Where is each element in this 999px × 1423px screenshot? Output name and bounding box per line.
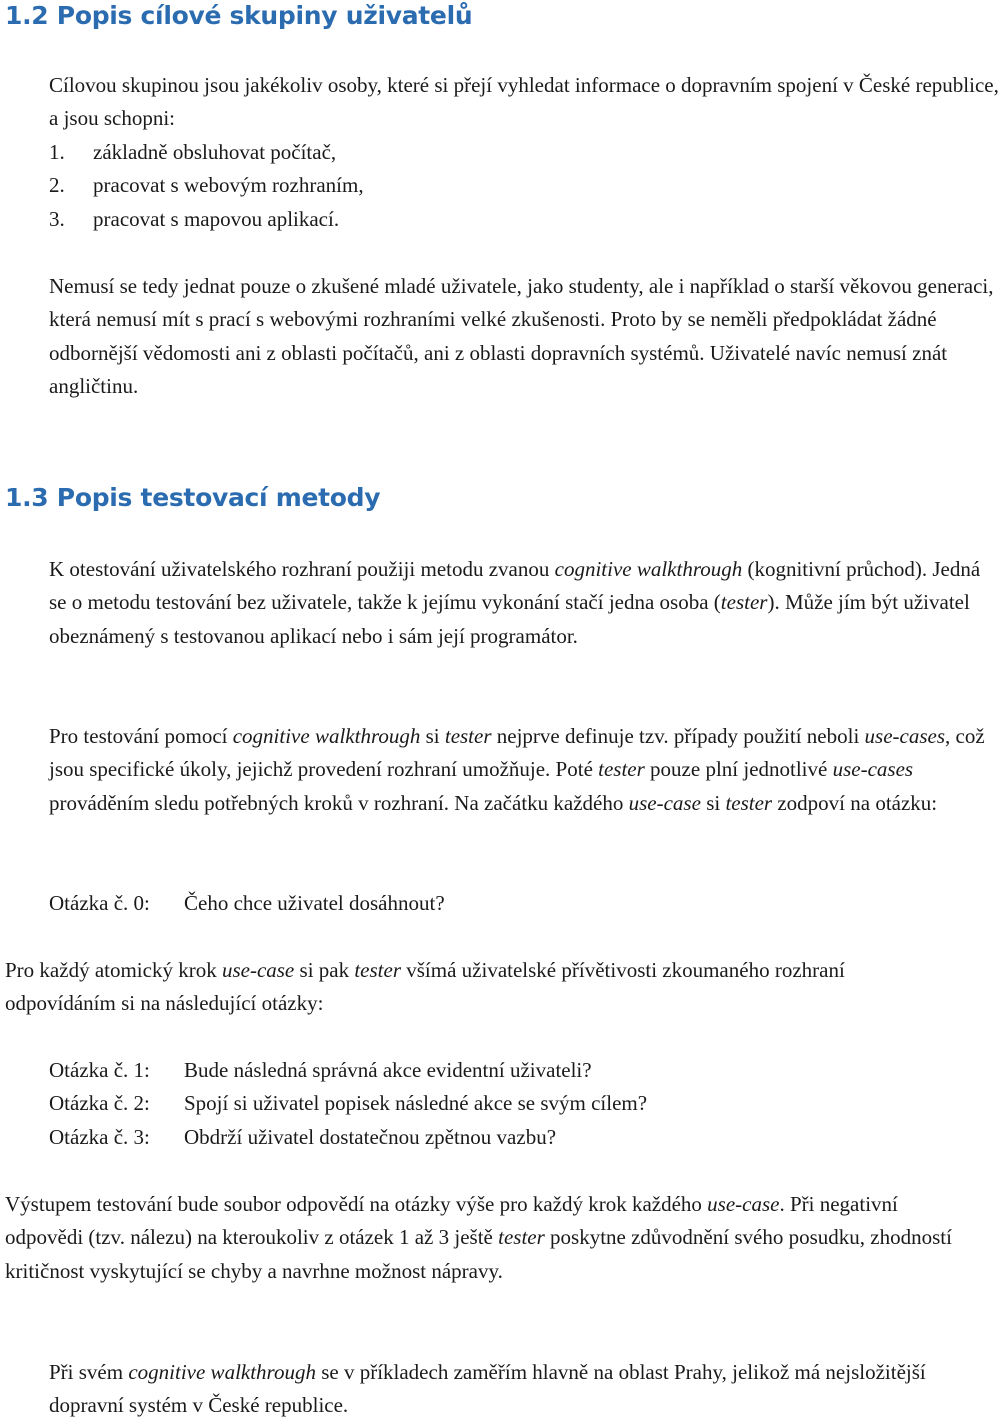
- steps-paragraph: Pro každý atomický krok use-case si pak tester všímá uživatelské přívětivosti zkoumaného rozhraní odpovídáním si na následující otázky:: [5, 958, 845, 1016]
- question-text: Čeho chce uživatel dosáhnout?: [184, 891, 445, 915]
- focus-paragraph: Při svém cognitive walkthrough se v příkladech zaměřím hlavně na oblast Prahy, jelikož má nejsložitější dopravní systém v České republice.: [49, 1360, 926, 1418]
- question-label: Otázka č. 0:: [49, 891, 150, 915]
- method-paragraph: K otestování uživatelského rozhraní použiji metodu zvanou cognitive walkthrough (kognitivní průchod). Jedná se o metodu testování bez uživatele, takže k jejímu vykonání stačí jedna osoba (tester). Může jím být uživatel obeznámený s testovanou aplikací nebo i sám její programátor.: [49, 557, 981, 648]
- question-0: [5, 887, 955, 920]
- target-group-paragraph: Nemusí se tedy jednat pouze o zkušené mladé uživatele, jako studenty, ale i například o starší věkovou generaci, která nemusí mít s prací s webovými rozhraními velké zkušenosti. Proto by se neměli předpokládat žádné odbornější vědomosti ani z oblasti počítačů, ani z oblasti dopravních systémů. Uživatelé navíc nemusí znát angličtinu.: [49, 274, 994, 399]
- question-list: [5, 1054, 955, 1154]
- list-item: Otázka č. 1: Bude následná správná akce evidentní uživateli?: [49, 1058, 592, 1082]
- list-item: Otázka č. 3: Obdrží uživatel dostatečnou zpětnou vazbu?: [49, 1124, 557, 1149]
- section-heading-1-3: 1.3 Popis testovací metody: [5, 483, 381, 512]
- list-item: 1. základně obsluhovat počítač,: [49, 140, 337, 164]
- list-item: Otázka č. 2: Spojí si uživatel popisek následné akce se svým cílem?: [49, 1091, 648, 1116]
- procedure-paragraph: Pro testování pomocí cognitive walkthrough si tester nejprve definuje tzv. případy použití neboli use-cases, což jsou specifické úkoly, jejichž provedení rozhraní umožňuje. Poté tester pouze plní jednotlivé use-cases prováděním sledu potřebných kroků v rozhraní. Na začátku každého use-case si tester zodpoví na otázku:: [49, 724, 985, 815]
- ability-list: [5, 136, 955, 236]
- section-heading-1-2: 1.2 Popis cílové skupiny uživatelů: [5, 1, 473, 30]
- list-item: 3. pracovat s mapovou aplikací.: [49, 206, 340, 231]
- intro-paragraph: Cílovou skupinou jsou jakékoliv osoby, které si přejí vyhledat informace o dopravním spojení v České republice, a jsou schopni:: [49, 73, 999, 131]
- list-item: 2. pracovat s webovým rozhraním,: [49, 173, 364, 198]
- output-paragraph: Výstupem testování bude soubor odpovědí na otázky výše pro každý krok každého use-case. Při negativní odpovědi (tzv. nálezu) na kteroukoliv z otázek 1 až 3 ještě tester poskytne zdůvodnění svého posudku, zhodností kritičnost vyskytující se chyby a navrhne možnost nápravy.: [5, 1192, 952, 1283]
